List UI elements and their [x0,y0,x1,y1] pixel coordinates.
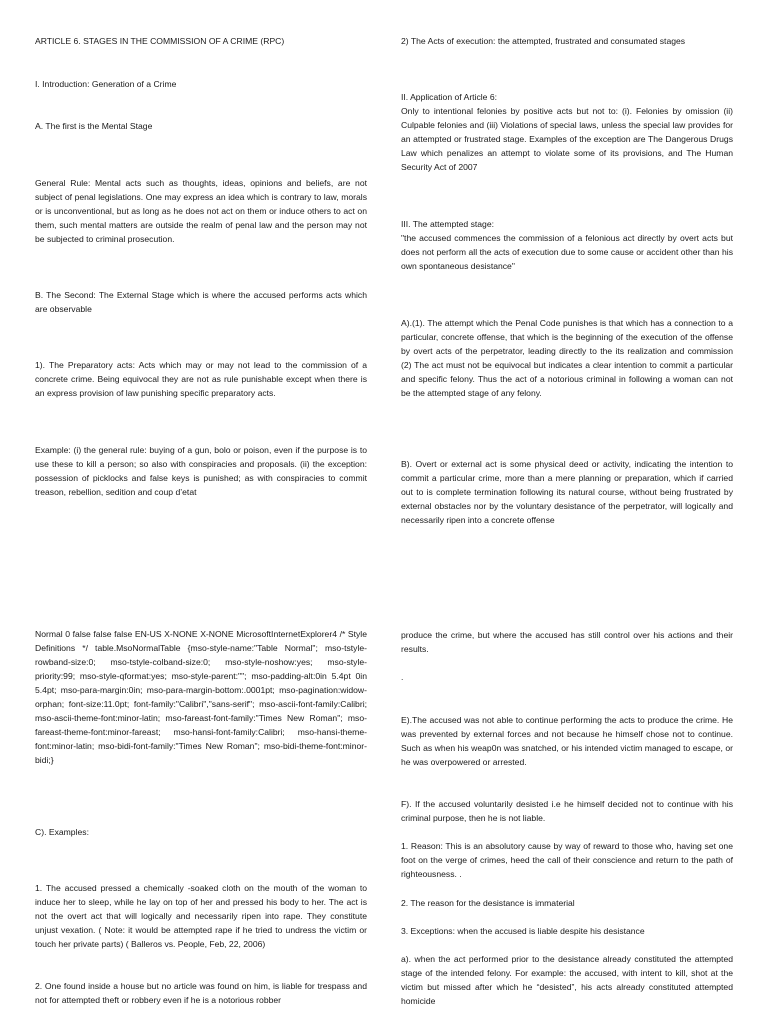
paragraph-a: A).(1). The attempt which the Penal Code punishes is that which has a connection to a particular, concrete offense, that which is the beginning of the execution of the offense by overt acts of the perpetrator, leading directly to the its realization and commission (2) The act must not be equivocal but indicates a clear intention to commit a particular and specific felony. Thus the act of a notorious criminal in following a woman can not be the attempted stage of any felony. [401,318,733,398]
example-2-paragraph: 2. One found inside a house but no article was found on him, is liable for trespass and not for attempted theft or robbery even if he is a notorious robber [35,981,367,1005]
exception-a-paragraph: a). when the act performed prior to the desistance already constituted the attempted stage of the intended felony. For example: the accused, with intent to kill, shot at the victim but missed after which he “desisted”, his acts already constituted attempted homicide [401,954,733,1006]
examples-heading: C). Examples: [35,827,89,837]
reason-1-paragraph: 1. Reason: This is an absolutory cause by way of reward to those who, having set one foot on the verge of crimes, heed the call of their conscience and return to the path of righteousness. . [401,841,733,879]
exceptions-paragraph: 3. Exceptions: when the accused is liable despite his desistance [401,926,645,936]
attempted-stage-heading: III. The attempted stage: [401,219,494,229]
general-rule-paragraph: General Rule: Mental acts such as thoughts, ideas, opinions and beliefs, are not subject of penal legislations. One may express an idea which is contrary to law, morals or is unconventional, but as long as he does not act on them or induce others to act on them, such mental matters are outside the realm of penal law and the person may not be subjected to criminal prosecution. [35,178,367,244]
application-paragraph: Only to intentional felonies by positive acts but not to: (i). Felonies by omission (ii) Culpable felonies and (iii) Violations of special laws, unless the special law provides for an attempted or frustrated stage. Examples of the exception are The Dangerous Drugs Law which penalizes an attempt to violate some of its provisions, and The Human Security Act of 2007 [401,106,733,172]
introduction-heading: I. Introduction: Generation of a Crime [35,79,177,89]
external-stage-paragraph: B. The Second: The External Stage which is where the accused performs acts which are observable [35,290,367,314]
paragraph-e: E).The accused was not able to continue performing the acts to produce the crime. He was prevented by external forces and not because he himself chose not to continue. Such as when his weap0n was snatched, or his intended victim managed to escape, or he was overpowered or arrested. [401,715,733,767]
style-definitions-text: Normal 0 false false false EN-US X-NONE X-NONE MicrosoftInternetExplorer4 /* Style Definitions */ table.MsoNormalTable {mso-style-name:"Table Normal"; mso-tstyle-rowband-size:0; mso-tstyle-colband-size:0; mso-style-noshow:yes; mso-style-priority:99; mso-style-qformat:yes; mso-style-parent:""; mso-padding-alt:0in 5.4pt 0in 5.4pt; mso-para-margin:0in; mso-para-margin-bottom:.0001pt; mso-pagination:widow-orphan; font-size:11.0pt; font-family:"Calibri","sans-serif"; mso-ascii-font-family:Calibri; mso-ascii-theme-font:minor-latin; mso-fareast-font-family:"Times New Roman"; mso-fareast-theme-font:minor-fareast; mso-hansi-font-family:Calibri; mso-hansi-theme-font:minor-latin; mso-bidi-font-family:"Times New Roman"; mso-bidi-theme-font:minor-bidi;} [35,629,367,765]
reason-2-paragraph: 2. The reason for the desistance is immaterial [401,898,575,908]
example-1-paragraph: 1. The accused pressed a chemically -soaked cloth on the mouth of the woman to induce her to sleep, while he lay on top of her and pressed his body to her. The act is not the overt act that will logically and necessarily ripen into rape. They constitute unjust vexation. ( Note: it would be attempted rape if he tried to undress the victim or touch her private parts) ( Balleros vs. People, Feb, 22, 2006) [35,883,367,949]
preparatory-acts-paragraph: 1). The Preparatory acts: Acts which may or may not lead to the commission of a concrete crime. Being equivocal they are not as rule punishable except when there is an express provision of law punishing specific preparatory acts. [35,360,367,398]
produce-crime-paragraph: produce the crime, but where the accused has still control over his actions and their results. [401,630,733,654]
stray-dot: . [401,672,404,682]
mental-stage-heading: A. The first is the Mental Stage [35,121,153,131]
attempted-stage-quote: "the accused commences the commission of a felonious act directly by overt acts but does not perform all the acts of execution due to some cause or accident other than his own spontaneous desistance" [401,233,733,271]
acts-of-execution-heading: 2) The Acts of execution: the attempted, frustrated and consumated stages [401,36,686,46]
paragraph-f: F). If the accused voluntarily desisted i.e he himself decided not to continue with his criminal purpose, then he is not liable. [401,799,733,823]
paragraph-b: B). Overt or external act is some physical deed or activity, indicating the intention to commit a particular crime, more than a mere planning or preparation, which if carried out to is complete termination following its natural course, without being frustrated by external obstacles nor by the voluntary desistance of the perpetrator, will logically and necessarily ripen into a concrete offense [401,459,733,525]
article-title: ARTICLE 6. STAGES IN THE COMMISSION OF A CRIME (RPC) [35,36,285,46]
example-paragraph: Example: (i) the general rule: buying of a gun, bolo or poison, even if the purpose is to use these to kill a person; so also with conspiracies and proposals. (ii) the exception: possession of picklocks and false keys is punished; as with conspiracies to commit treason, rebellion, sedition and coup d’etat [35,445,367,497]
application-heading: II. Application of Article 6: [401,92,498,102]
